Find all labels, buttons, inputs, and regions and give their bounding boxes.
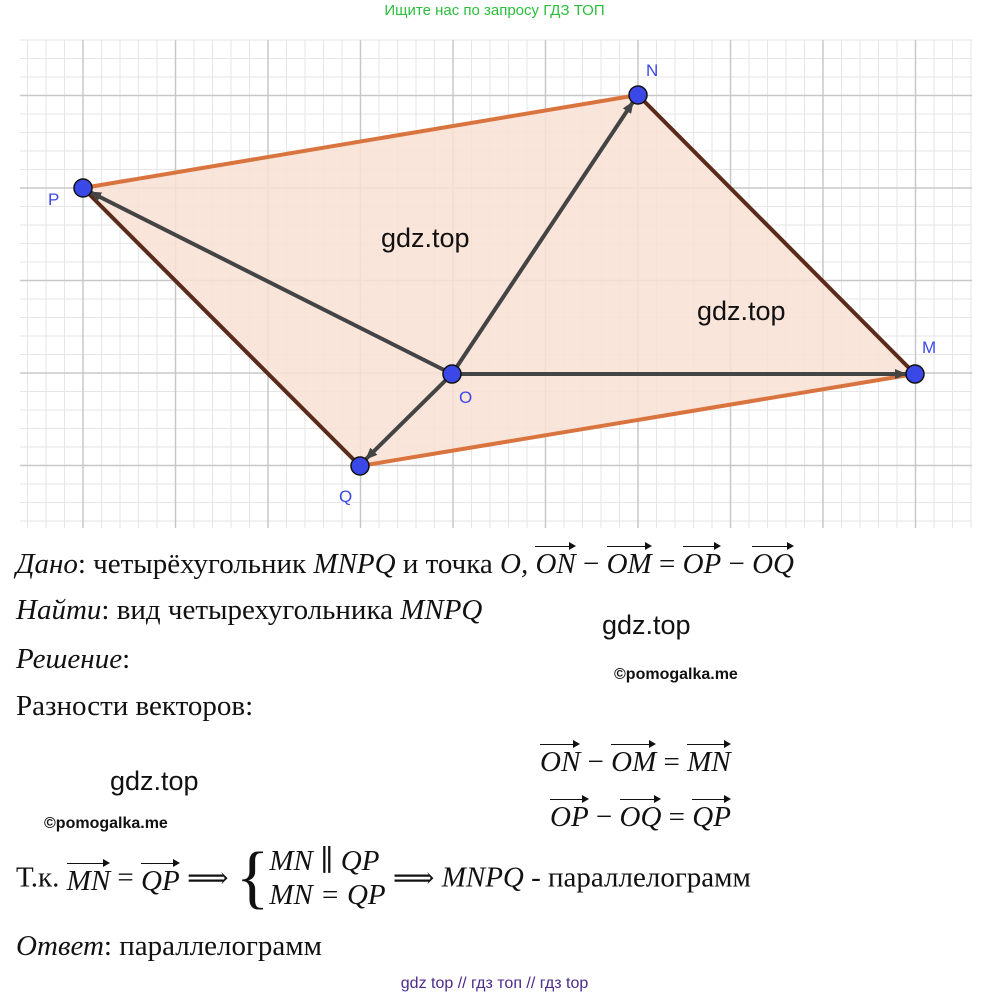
point-m — [906, 365, 924, 383]
conclusion-line — [16, 839, 751, 916]
given-text: : четырёхугольник — [77, 548, 314, 580]
colon: : — [122, 643, 131, 675]
label-o: O — [459, 388, 473, 407]
point-o — [443, 365, 461, 383]
vector-qp-symbol: QP — [141, 859, 180, 898]
solution-label: Решение — [16, 643, 123, 675]
answer-line — [16, 930, 322, 963]
vector-mn-symbol: MN — [687, 740, 731, 779]
system-of-conditions — [269, 844, 385, 912]
label-n: N — [646, 61, 659, 80]
minus-sign: − — [575, 548, 607, 580]
vector-oq-symbol: OQ — [752, 542, 794, 581]
equals-sign: = — [656, 746, 688, 778]
minus-sign: − — [721, 548, 753, 580]
point-p — [74, 179, 92, 197]
watermark-copyright: ©pomogalka.me — [614, 666, 738, 683]
implies-sign: ⟹ — [385, 862, 442, 895]
quad-name: MNPQ — [313, 548, 396, 580]
find-text: : вид четырехугольника — [101, 594, 401, 626]
label-q: Q — [339, 487, 353, 506]
vector-qp-symbol: QP — [692, 795, 731, 834]
vector-oq-symbol: OQ — [620, 795, 662, 834]
equation-1 — [540, 740, 731, 779]
minus-sign: − — [580, 746, 612, 778]
bottom-search-note: gdz top // гдз топ // гдз top — [400, 975, 589, 992]
parallelogram-tail: - параллелограмм — [523, 861, 751, 894]
equals-sign: = — [110, 861, 142, 894]
since-text: Т.к. — [16, 861, 67, 894]
condition-parallel: MN ∥ QP — [269, 845, 380, 877]
equation-2 — [550, 795, 731, 834]
watermark-copyright: ©pomogalka.me — [44, 815, 168, 832]
vector-op-symbol: OP — [550, 795, 589, 834]
quad-name: MNPQ — [400, 594, 483, 626]
vector-mn-symbol: MN — [67, 859, 111, 898]
given-label: Дано — [16, 548, 78, 580]
watermark-gdz: gdz.top — [602, 610, 691, 640]
equals-sign: = — [658, 548, 683, 580]
label-p: P — [48, 190, 60, 209]
minus-sign: − — [588, 801, 620, 833]
vector-om-symbol: OM — [611, 740, 656, 779]
watermark-gdz: gdz.top — [110, 766, 199, 796]
given-line — [16, 542, 794, 581]
label-m: M — [922, 338, 937, 357]
watermark-gdz: gdz.top — [381, 223, 470, 253]
quad-name: MNPQ — [441, 861, 524, 894]
answer-label: Ответ — [16, 930, 104, 962]
vector-on-symbol: ON — [540, 740, 580, 779]
vector-op-symbol: OP — [683, 542, 722, 581]
and-point-text: и точка — [395, 548, 500, 580]
system-brace: { — [235, 839, 270, 916]
point-o-name: O, — [500, 548, 529, 580]
find-line — [16, 594, 482, 627]
implies-sign: ⟹ — [179, 862, 236, 895]
equals-sign: = — [661, 801, 693, 833]
difference-heading: Разности векторов: — [16, 690, 254, 722]
find-label: Найти — [16, 594, 102, 626]
top-search-note: Ищите нас по запросу ГДЗ ТОП — [384, 2, 605, 19]
condition-equal: MN = QP — [269, 879, 386, 911]
vector-om-symbol: OM — [607, 542, 652, 581]
watermark-gdz: gdz.top — [697, 296, 786, 326]
vector-on-symbol: ON — [535, 542, 575, 581]
solution-line — [16, 643, 130, 676]
answer-text: : параллелограмм — [103, 930, 322, 962]
point-n — [629, 86, 647, 104]
point-q — [351, 457, 369, 475]
